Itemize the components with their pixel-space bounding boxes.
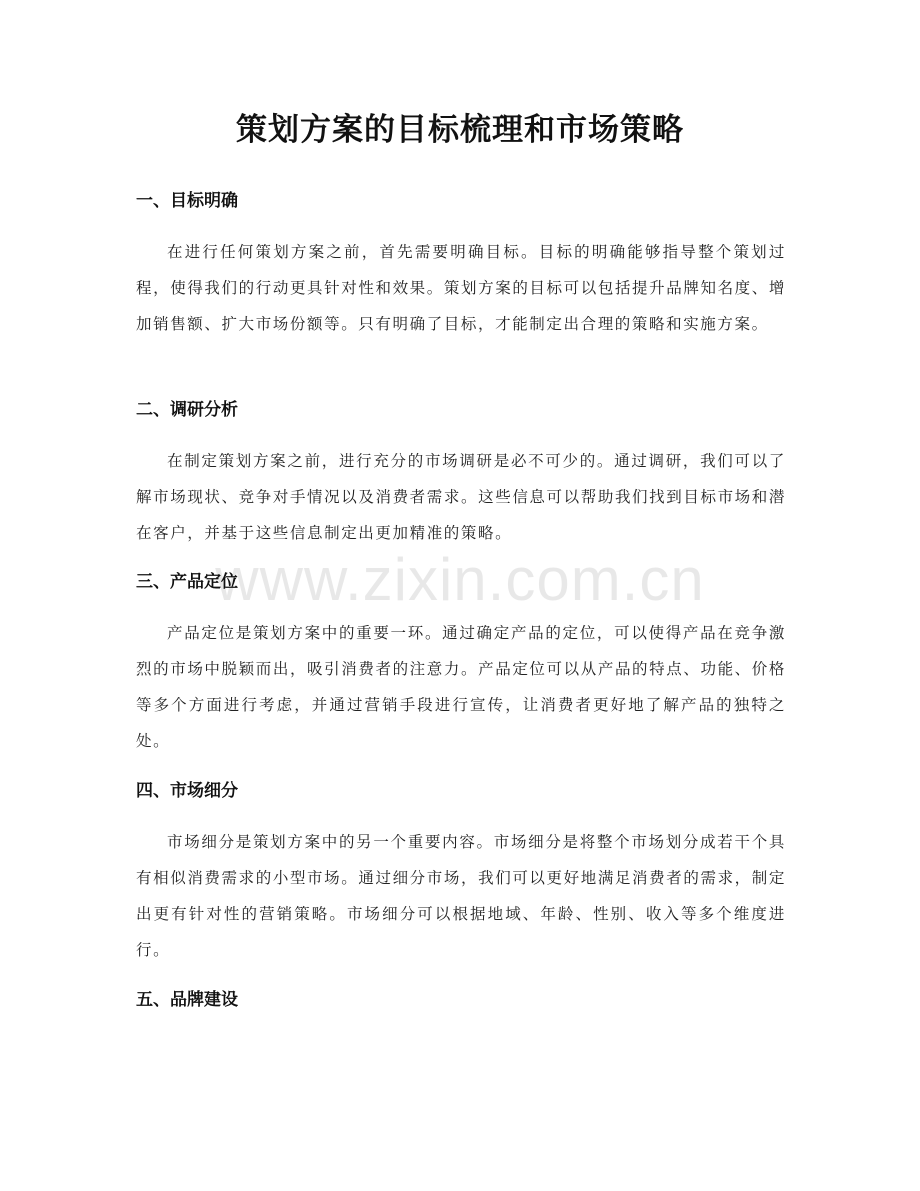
section-paragraph: 在制定策划方案之前，进行充分的市场调研是必不可少的。通过调研，我们可以了解市场现状、竞争对手情况以及消费者需求。这些信息可以帮助我们找到目标市场和潜在客户，并基于这些信息制定出更加精准的策略。 <box>136 452 786 542</box>
section-research <box>136 397 786 551</box>
section-heading: 四、市场细分 <box>136 781 238 801</box>
section-paragraph: 市场细分是策划方案中的另一个重要内容。市场细分是将整个市场划分成若干个具有相似消费需求的小型市场。通过细分市场，我们可以更好地满足消费者的需求，制定出更有针对性的营销策略。市场细分可以根据地域、年龄、性别、收入等多个维度进行。 <box>136 833 786 959</box>
section-positioning <box>136 569 786 759</box>
section-heading: 五、品牌建设 <box>136 990 238 1010</box>
section-heading: 一、目标明确 <box>136 191 238 211</box>
section-segmentation <box>136 778 786 968</box>
section-paragraph: 产品定位是策划方案中的重要一环。通过确定产品的定位，可以使得产品在竞争激烈的市场中脱颖而出，吸引消费者的注意力。产品定位可以从产品的特点、功能、价格等多个方面进行考虑，并通过营销手段进行宣传，让消费者更好地了解产品的独特之处。 <box>136 624 786 750</box>
section-branding <box>136 987 786 1033</box>
page-title: 策划方案的目标梳理和市场策略 <box>236 112 684 148</box>
watermark: www.zixin.com.cn <box>215 546 705 613</box>
section-goal <box>136 188 786 342</box>
section-heading: 三、产品定位 <box>136 572 238 592</box>
section-heading: 二、调研分析 <box>136 400 238 420</box>
section-paragraph: 在进行任何策划方案之前，首先需要明确目标。目标的明确能够指导整个策划过程，使得我们的行动更具针对性和效果。策划方案的目标可以包括提升品牌知名度、增加销售额、扩大市场份额等。只有明确了目标，才能制定出合理的策略和实施方案。 <box>136 243 786 333</box>
